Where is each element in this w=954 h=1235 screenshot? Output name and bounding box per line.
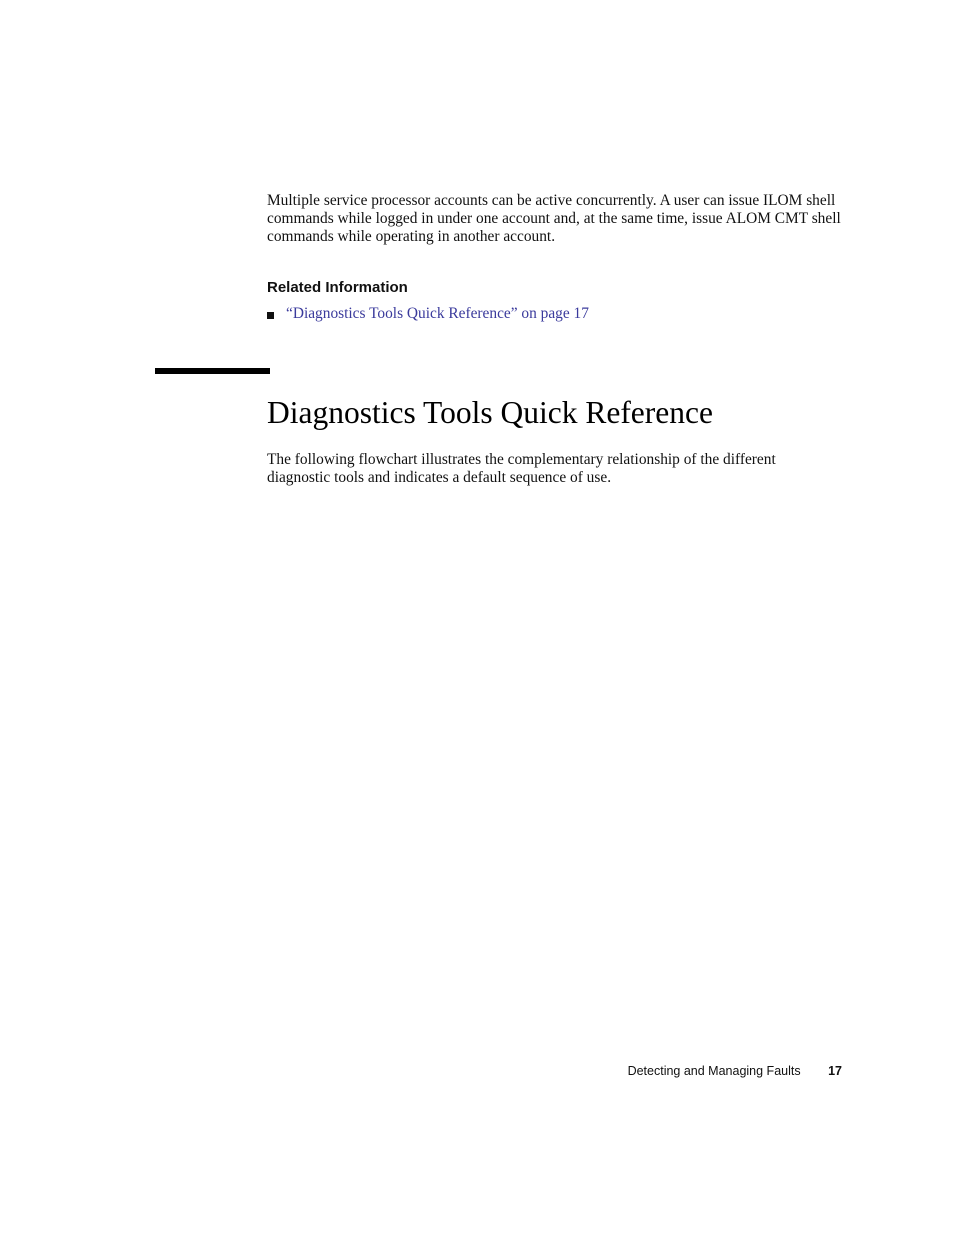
related-information-list xyxy=(267,305,589,323)
list-item xyxy=(267,305,589,323)
intro-paragraph: Multiple service processor accounts can be active concurrently. A user can issue ILOM shell commands while logged in under one account and, at the same time, issue ALOM CMT shell commands while operating in another account. xyxy=(267,192,841,245)
footer-page-number: 17 xyxy=(828,1064,842,1078)
page-footer xyxy=(628,1063,842,1079)
square-bullet-icon xyxy=(267,312,274,319)
section-divider xyxy=(155,368,270,374)
section-title: Diagnostics Tools Quick Reference xyxy=(267,395,713,430)
related-information-heading: Related Information xyxy=(267,279,408,296)
section-paragraph: The following flowchart illustrates the complementary relationship of the different diagnostic tools and indicates a default sequence of use. xyxy=(267,451,776,486)
footer-chapter-title: Detecting and Managing Faults xyxy=(627,1064,801,1078)
cross-reference-link[interactable]: “Diagnostics Tools Quick Reference” on page 17 xyxy=(286,305,589,322)
